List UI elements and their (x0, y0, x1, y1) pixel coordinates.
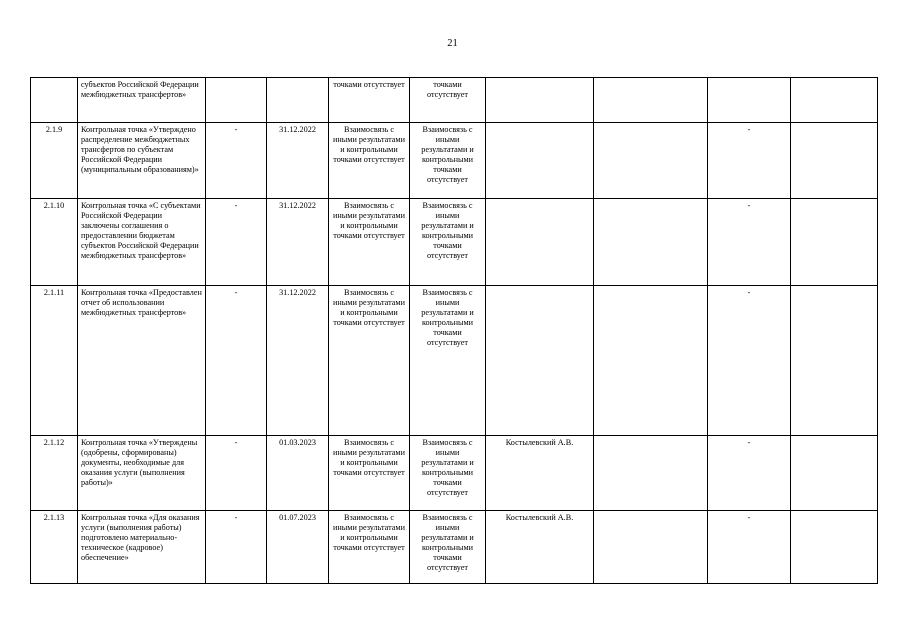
checkpoint-name: Контрольная точка «Утверждено распределение межбюджетных трансфертов по субъектам Российской Федерации (муниципальным образованиям)» (78, 123, 206, 199)
row-number (31, 78, 78, 123)
status-value: - (708, 286, 791, 436)
row-number: 2.1.13 (31, 511, 78, 584)
due-date: 31.12.2022 (267, 199, 329, 286)
empty-cell (791, 199, 878, 286)
predecessor-link: точками отсутствует (329, 78, 410, 123)
row-number: 2.1.12 (31, 436, 78, 511)
successor-link: Взаимосвязь с иными результатами и контрольными точками отсутствует (410, 199, 486, 286)
base-value (206, 78, 267, 123)
table-body (31, 78, 878, 584)
predecessor-link: Взаимосвязь с иными результатами и контрольными точками отсутствует (329, 199, 410, 286)
responsible-person: Костылевский А.В. (486, 511, 594, 584)
empty-cell (791, 511, 878, 584)
responsible-person: Костылевский А.В. (486, 436, 594, 511)
checkpoint-name: субъектов Российской Федерации межбюджетных трансфертов» (78, 78, 206, 123)
empty-cell (594, 286, 708, 436)
table-row (31, 436, 878, 511)
empty-cell (791, 286, 878, 436)
due-date (267, 78, 329, 123)
predecessor-link: Взаимосвязь с иными результатами и контрольными точками отсутствует (329, 123, 410, 199)
checkpoint-name: Контрольная точка «Предоставлен отчет об использовании межбюджетных трансфертов» (78, 286, 206, 436)
successor-link: Взаимосвязь с иными результатами и контрольными точками отсутствует (410, 511, 486, 584)
checkpoint-name: Контрольная точка «С субъектами Российской Федерации заключены соглашения о предоставлении бюджетам субъектов Российской Федерации межбюджетных трансфертов» (78, 199, 206, 286)
empty-cell (594, 78, 708, 123)
status-value: - (708, 436, 791, 511)
predecessor-link: Взаимосвязь с иными результатами и контрольными точками отсутствует (329, 286, 410, 436)
page-number: 21 (447, 38, 458, 49)
empty-cell (594, 199, 708, 286)
checkpoints-table (30, 77, 878, 584)
responsible-person (486, 123, 594, 199)
empty-cell (791, 78, 878, 123)
status-value: - (708, 123, 791, 199)
base-value: - (206, 436, 267, 511)
table-row (31, 286, 878, 436)
due-date: 01.07.2023 (267, 511, 329, 584)
table-row (31, 123, 878, 199)
successor-link: Взаимосвязь с иными результатами и контрольными точками отсутствует (410, 123, 486, 199)
due-date: 31.12.2022 (267, 123, 329, 199)
empty-cell (594, 436, 708, 511)
table-row (31, 78, 878, 123)
responsible-person (486, 78, 594, 123)
predecessor-link: Взаимосвязь с иными результатами и контрольными точками отсутствует (329, 436, 410, 511)
table-row (31, 511, 878, 584)
row-number: 2.1.9 (31, 123, 78, 199)
due-date: 31.12.2022 (267, 286, 329, 436)
responsible-person (486, 199, 594, 286)
due-date: 01.03.2023 (267, 436, 329, 511)
status-value (708, 78, 791, 123)
empty-cell (594, 123, 708, 199)
predecessor-link: Взаимосвязь с иными результатами и контрольными точками отсутствует (329, 511, 410, 584)
successor-link: Взаимосвязь с иными результатами и контрольными точками отсутствует (410, 436, 486, 511)
responsible-person (486, 286, 594, 436)
row-number: 2.1.11 (31, 286, 78, 436)
base-value: - (206, 123, 267, 199)
base-value: - (206, 199, 267, 286)
table-row (31, 199, 878, 286)
successor-link: Взаимосвязь с иными результатами и контрольными точками отсутствует (410, 286, 486, 436)
empty-cell (791, 123, 878, 199)
row-number: 2.1.10 (31, 199, 78, 286)
empty-cell (791, 436, 878, 511)
checkpoint-name: Контрольная точка «Для оказания услуги (выполнения работы) подготовлено материально-техническое (кадровое) обеспечение» (78, 511, 206, 584)
status-value: - (708, 199, 791, 286)
empty-cell (594, 511, 708, 584)
checkpoint-name: Контрольная точка «Утверждены (одобрены, сформированы) документы, необходимые для оказания услуги (выполнения работы)» (78, 436, 206, 511)
base-value: - (206, 511, 267, 584)
successor-link: точками отсутствует (410, 78, 486, 123)
status-value: - (708, 511, 791, 584)
base-value: - (206, 286, 267, 436)
